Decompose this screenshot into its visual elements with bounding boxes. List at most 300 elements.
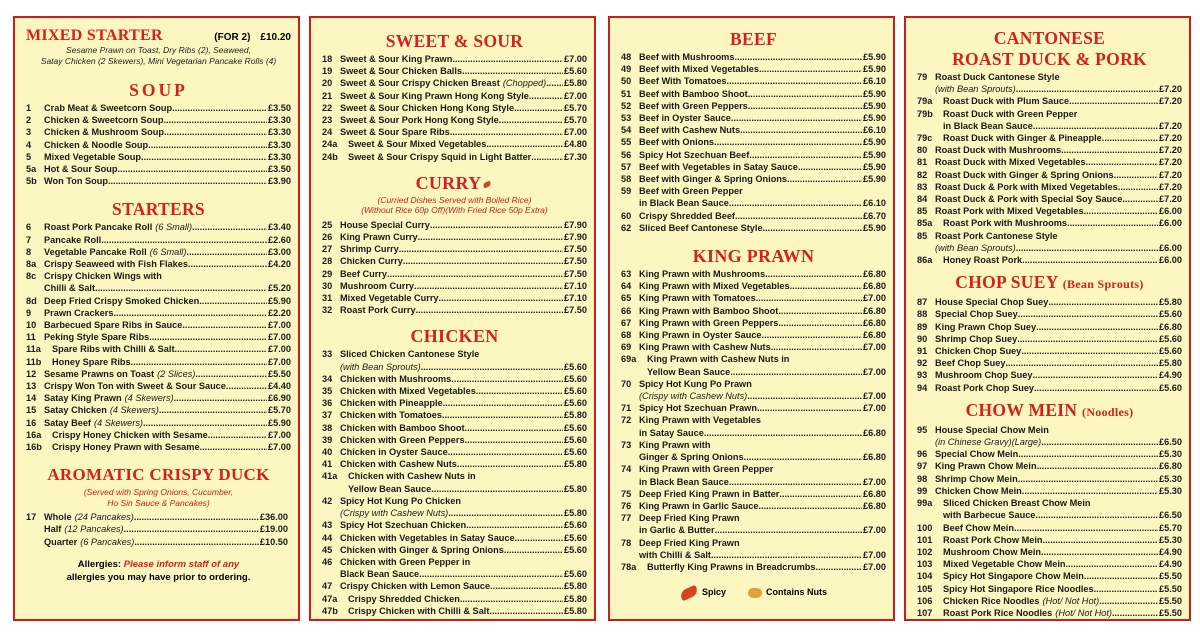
item-number: 25 <box>322 219 333 230</box>
menu-item <box>917 485 1182 497</box>
leader-dots <box>399 243 563 255</box>
item-price: £5.60 <box>564 398 587 409</box>
item-name: Beef with Mixed Vegetables <box>639 64 759 75</box>
leader-dots <box>101 234 267 246</box>
item-name: Spicy Hot Kung Po Chicken <box>340 495 461 506</box>
leader-dots <box>756 292 862 304</box>
menu-item <box>621 561 886 573</box>
item-number: 43 <box>322 520 333 531</box>
leader-dots <box>1069 95 1158 107</box>
item-number: 36 <box>322 398 333 409</box>
cantonese-list <box>917 71 1182 266</box>
item-name: Spicy Hot Szechuan Prawn <box>639 403 757 414</box>
item-number: 60 <box>621 210 632 221</box>
item-price: £5.60 <box>564 544 587 555</box>
item-number: 52 <box>621 100 632 111</box>
leader-dots <box>546 77 563 89</box>
menu-item <box>26 175 291 187</box>
item-number: 82 <box>917 169 928 180</box>
item-name: Sweet & Sour Chicken Hong Kong Style <box>340 102 515 113</box>
leader-dots <box>762 329 862 341</box>
item-number: 92 <box>917 358 928 369</box>
leader-dots <box>727 75 862 87</box>
menu-item <box>621 185 886 197</box>
item-number: 101 <box>917 534 933 545</box>
item-price: £7.00 <box>863 293 886 304</box>
menu-item <box>917 619 1182 621</box>
menu-item <box>322 458 587 470</box>
mixed-starter-price: £10.20 <box>260 32 291 43</box>
item-price: £3.40 <box>268 222 291 233</box>
item-number: 50 <box>621 76 632 87</box>
item-number <box>26 282 44 294</box>
item-name: Satay Beef <box>44 417 91 428</box>
leader-dots <box>531 151 563 163</box>
item-number: 66 <box>621 305 632 316</box>
menu-item <box>621 390 886 402</box>
menu-item <box>322 348 587 360</box>
leader-dots <box>758 500 862 512</box>
item-price: £6.10 <box>863 125 886 136</box>
item-price: £5.30 <box>1159 449 1182 460</box>
item-name: Beef with Ginger & Spring Onions <box>639 174 788 185</box>
item-name: Roast Duck with Plum Sauce <box>943 96 1070 107</box>
item-number <box>917 83 935 95</box>
legend-spicy-label: Spicy <box>701 587 726 598</box>
chop-suey-title: CHOP SUEY <box>955 272 1058 293</box>
menu-item <box>917 333 1182 345</box>
item-price: £3.50 <box>268 103 291 113</box>
menu-item <box>322 397 587 409</box>
leader-dots <box>1099 595 1158 607</box>
leader-dots <box>735 210 862 222</box>
leader-dots <box>442 409 563 421</box>
menu-item <box>621 149 886 161</box>
item-size: (Hot/ Not Hot) <box>1042 595 1100 606</box>
item-price: £7.00 <box>863 391 886 402</box>
item-price: £4.20 <box>268 259 291 270</box>
sweet-sour-list <box>322 53 587 163</box>
item-name: Special Chow Mein <box>935 449 1019 460</box>
menu-item <box>322 268 587 280</box>
item-price: £6.00 <box>1159 206 1182 217</box>
item-number: 13 <box>26 381 37 392</box>
item-number: 34 <box>322 373 333 384</box>
item-price: £5.60 <box>564 373 587 384</box>
item-name: Deep Fried King Prawn <box>639 537 740 548</box>
item-name: Sweet & Sour Chicken Balls <box>340 66 463 77</box>
item-price: £6.80 <box>863 427 886 438</box>
item-price: £5.90 <box>863 149 886 160</box>
leader-dots <box>462 65 563 77</box>
menu-item <box>26 523 288 535</box>
item-name: Chicken Rice Noodles <box>943 595 1040 606</box>
menu-item <box>917 595 1182 607</box>
item-number: 63 <box>621 269 632 280</box>
item-price: £3.30 <box>268 139 291 150</box>
menu-item <box>322 373 587 385</box>
item-price: £5.90 <box>863 113 886 124</box>
item-name: Honey Spare Ribs <box>52 356 131 367</box>
item-name: Special Chop Suey <box>935 309 1018 320</box>
item-name: Crab Meat & Sweetcorn Soup <box>44 103 173 113</box>
item-name: Chilli & Salt <box>44 283 96 294</box>
leader-dots <box>757 402 862 414</box>
leader-dots <box>1066 558 1158 570</box>
menu-item <box>917 583 1182 595</box>
leader-dots <box>431 483 563 495</box>
menu-item <box>917 522 1182 534</box>
item-number: 19 <box>322 66 333 77</box>
menu-item <box>917 308 1182 320</box>
leader-dots <box>1017 333 1158 345</box>
item-name: King Prawn in Garlic Sauce <box>639 500 759 511</box>
leader-dots <box>465 434 563 446</box>
menu-item <box>26 102 291 114</box>
item-number: 86a <box>917 255 933 266</box>
item-price: £5.60 <box>564 532 587 543</box>
curry-title-wrap <box>322 173 587 193</box>
item-number: 24b <box>322 151 338 162</box>
menu-item <box>26 417 291 429</box>
item-number: 9 <box>26 307 32 318</box>
menu-panel-2 <box>309 16 596 621</box>
chop-suey-sub: (Bean Sprouts) <box>1062 277 1144 292</box>
item-name: King Prawn with <box>639 439 711 450</box>
mixed-starter-for: (FOR 2) <box>214 32 251 43</box>
leader-dots <box>131 356 267 368</box>
item-number: 98 <box>917 473 928 484</box>
item-price: £7.20 <box>1159 120 1182 131</box>
menu-item <box>917 473 1182 485</box>
item-name: Spicy Hot Singapore Rice Noodles <box>943 583 1094 594</box>
item-number <box>322 617 348 621</box>
menu-item <box>26 429 291 441</box>
item-price: £6.00 <box>1159 255 1182 266</box>
menu-item <box>26 380 291 392</box>
duck-note-2: Ho Sin Sauce & Pancakes) <box>107 497 210 508</box>
item-number <box>621 197 639 209</box>
chicken-list <box>322 348 587 621</box>
item-number: 10 <box>26 320 37 331</box>
menu-item <box>26 368 291 380</box>
item-name: Spicy Hot Szechuan Chicken <box>340 520 467 531</box>
item-name: Sliced Chicken Breast Chow Mein <box>943 498 1091 509</box>
item-number: 30 <box>322 280 333 291</box>
item-price: £5.80 <box>564 78 587 89</box>
item-number <box>917 619 943 621</box>
beef-list <box>621 51 886 234</box>
item-number: 79c <box>917 133 933 144</box>
item-name: Chicken with Tomatoes <box>340 410 442 421</box>
item-name: King Prawn with Mushrooms <box>639 269 766 280</box>
item-number: 72 <box>621 415 632 426</box>
item-number: 45 <box>322 544 333 555</box>
item-number: 44 <box>322 532 333 543</box>
item-price: £5.60 <box>1159 382 1182 393</box>
item-price: £7.20 <box>1159 133 1182 144</box>
leader-dots <box>504 544 563 556</box>
item-price: £5.80 <box>564 483 587 494</box>
menu-item <box>621 524 886 536</box>
item-number: 100 <box>917 522 933 533</box>
item-size: (4 Skewers) <box>109 405 159 416</box>
menu-item <box>322 231 587 243</box>
leader-dots <box>192 221 267 233</box>
menu-item <box>917 424 1182 436</box>
item-name: Beef with Cashew Nuts <box>639 125 741 136</box>
item-name: Beef with Mushrooms <box>639 52 735 62</box>
menu-item <box>322 422 587 434</box>
item-name: King Prawn with Bamboo Shoot <box>639 305 779 316</box>
item-name: Ginger & Spring Onions <box>639 452 744 463</box>
item-name: Won Ton Soup <box>44 176 108 187</box>
item-name: Chicken & Sweetcorn Soup <box>44 115 164 126</box>
menu-item <box>26 319 291 331</box>
item-name: in Black Bean Sauce <box>639 198 729 209</box>
item-number: 69a <box>621 354 637 365</box>
chow-mein-title: CHOW MEIN <box>965 399 1078 420</box>
menu-item <box>621 292 886 304</box>
item-number: 47a <box>322 593 338 604</box>
menu-item <box>26 392 291 404</box>
item-number: 29 <box>322 268 333 279</box>
leader-dots <box>1041 546 1158 558</box>
duck-note-1: (Served with Spring Onions, Cucumber, <box>83 487 234 498</box>
item-name: Beef Chow Mein <box>943 522 1014 533</box>
item-number <box>917 242 935 254</box>
leader-dots <box>1018 473 1158 485</box>
item-number: 41 <box>322 459 333 470</box>
item-price: £5.80 <box>564 605 587 616</box>
menu-item <box>322 53 587 65</box>
item-name: Roast Pork with Mushrooms <box>943 218 1068 229</box>
menu-item <box>621 268 886 280</box>
leader-dots <box>108 175 267 187</box>
item-price: £6.80 <box>863 500 886 511</box>
menu-item <box>26 258 291 270</box>
item-price: £36.00 <box>259 512 288 523</box>
menu-item <box>26 126 291 138</box>
item-number: 77 <box>621 513 632 524</box>
item-number: 76 <box>621 500 632 511</box>
item-price: £7.50 <box>564 305 587 316</box>
mixed-starter-title: MIXED STARTER <box>26 27 163 44</box>
item-price: £5.70 <box>564 102 587 113</box>
menu-item <box>26 404 291 416</box>
item-name: King Prawn with Green Peppers <box>639 317 779 328</box>
leader-dots <box>403 255 563 267</box>
item-name: Chicken Chow Mein <box>935 485 1022 496</box>
leader-dots <box>1102 132 1158 144</box>
mixed-starter-desc-1: Sesame Prawn on Toast, Dry Ribs (2), Seaweed, <box>66 45 251 55</box>
leader-dots <box>457 458 563 470</box>
item-number: 8c <box>26 271 37 282</box>
item-number <box>322 483 348 495</box>
item-number: 41a <box>322 471 338 482</box>
item-size: (4 Skewers) <box>93 417 143 428</box>
item-name: Sweet & Sour Mixed Vegetables <box>348 139 487 150</box>
menu-item <box>322 495 587 507</box>
king-prawn-list <box>621 268 886 573</box>
item-price: £5.60 <box>564 520 587 531</box>
item-name: Yellow Bean Sauce <box>348 483 432 494</box>
item-name: Beef with Green Peppers <box>639 100 748 111</box>
item-price: £4.80 <box>564 139 587 150</box>
item-name: Sweet & Sour Crispy Chicken Breast <box>340 78 500 89</box>
menu-item <box>322 102 587 114</box>
item-price: £5.80 <box>1159 297 1182 308</box>
item-price: £7.00 <box>268 320 291 331</box>
menu-item <box>917 217 1182 229</box>
legend-nuts <box>748 587 827 598</box>
leader-dots <box>450 126 563 138</box>
item-price: £7.00 <box>863 549 886 560</box>
item-name: Quarter <box>44 536 78 547</box>
leader-dots <box>790 280 862 292</box>
item-price: £5.50 <box>1159 595 1182 606</box>
menu-item <box>917 546 1182 558</box>
item-number: 5b <box>26 176 37 187</box>
menu-item <box>917 382 1182 394</box>
item-name: Vegetable Pancake Roll <box>44 246 147 257</box>
item-name: Roast Pork Chop Suey <box>935 382 1035 393</box>
item-price: £7.90 <box>564 232 587 243</box>
item-number: 49 <box>621 64 632 75</box>
menu-item <box>621 353 886 365</box>
item-name: Chicken with Cashew Nuts <box>340 459 457 470</box>
item-number: 55 <box>621 137 632 148</box>
item-price: £6.50 <box>1159 437 1182 448</box>
item-price: £7.20 <box>1159 194 1182 205</box>
item-number: 87 <box>917 297 928 308</box>
leader-dots <box>486 138 563 150</box>
leader-dots <box>515 532 563 544</box>
duck-list <box>26 511 291 548</box>
item-price: £6.80 <box>863 305 886 316</box>
item-price: £5.50 <box>1159 583 1182 594</box>
item-number: 12 <box>26 368 37 379</box>
menu-item <box>26 441 291 453</box>
item-number: 91 <box>917 346 928 357</box>
menu-item <box>917 242 1182 254</box>
item-name <box>943 619 1075 621</box>
item-number: 27 <box>322 244 333 255</box>
item-number: 97 <box>917 461 928 472</box>
menu-item <box>621 549 886 561</box>
item-number: 37 <box>322 410 333 421</box>
leader-dots <box>1034 382 1158 394</box>
menu-item <box>621 366 886 378</box>
item-number: 57 <box>621 161 632 172</box>
item-name: Chicken & Mushroom Soup <box>44 127 164 138</box>
menu-item <box>621 341 886 353</box>
item-name <box>348 617 453 621</box>
menu-item <box>26 221 291 233</box>
menu-item <box>26 270 291 282</box>
item-name: Sliced Beef Cantonese Style <box>639 222 763 233</box>
item-number: 103 <box>917 559 933 570</box>
item-price: £7.00 <box>268 429 291 440</box>
menu-item <box>917 509 1182 521</box>
item-name: King Prawn with Green Pepper <box>639 464 774 475</box>
menu-item <box>26 343 291 355</box>
item-name: Honey Roast Pork <box>943 255 1023 266</box>
item-price: £5.70 <box>564 115 587 126</box>
leader-dots <box>778 305 862 317</box>
leader-dots <box>1018 448 1158 460</box>
item-price: £5.90 <box>268 295 291 306</box>
leader-dots <box>748 100 862 112</box>
menu-item <box>917 460 1182 472</box>
item-price: £6.10 <box>863 76 886 87</box>
item-number: 73 <box>621 439 632 450</box>
menu-panel-3 <box>608 16 895 621</box>
item-name: Sweet & Sour Spare Ribs <box>340 127 450 138</box>
item-price: £2.60 <box>268 234 291 245</box>
leader-dots <box>421 361 563 373</box>
item-price: £7.00 <box>863 366 886 377</box>
leader-dots <box>514 102 563 114</box>
item-number <box>621 476 639 488</box>
leader-dots <box>778 317 862 329</box>
item-name: Prawn Crackers <box>44 307 114 318</box>
menu-item <box>917 132 1182 144</box>
item-number <box>621 366 647 378</box>
item-name: Roast Duck with Mushrooms <box>935 145 1062 156</box>
leader-dots <box>443 397 563 409</box>
item-name: Hot & Sour Soup <box>44 164 118 175</box>
item-price: £5.90 <box>268 417 291 428</box>
item-price: £6.80 <box>863 452 886 463</box>
item-number: 11 <box>26 332 36 343</box>
menu-item <box>621 112 886 124</box>
item-name: King Prawn Chop Suey <box>935 321 1037 332</box>
item-number: 2 <box>26 115 32 126</box>
menu-item <box>917 534 1182 546</box>
item-name: Chicken with Green Pepper in <box>340 556 471 567</box>
leader-dots <box>779 488 862 500</box>
item-number: 15 <box>26 405 37 416</box>
item-name: Roast Pork Pancake Roll <box>44 222 153 233</box>
leader-dots <box>1037 460 1158 472</box>
item-number: 90 <box>917 333 928 344</box>
item-number: 18 <box>322 54 333 64</box>
leader-dots <box>740 124 862 136</box>
item-number: 56 <box>621 149 632 160</box>
item-number: 6 <box>26 222 32 233</box>
leader-dots <box>143 417 267 429</box>
chili-icon <box>483 181 492 189</box>
item-price: £5.60 <box>564 386 587 397</box>
item-size: (4 Skewers) <box>124 393 174 404</box>
menu-item <box>322 446 587 458</box>
leader-dots <box>734 51 862 63</box>
item-price: £7.00 <box>863 525 886 536</box>
leader-dots <box>172 102 267 114</box>
menu-item <box>621 63 886 75</box>
item-name: Crispy Honey Chicken with Sesame <box>52 429 208 440</box>
item-number: 16 <box>26 417 37 428</box>
cantonese-title: CANTONESE <box>993 28 1106 48</box>
item-number: 46 <box>322 556 333 567</box>
item-price: £7.00 <box>268 344 291 355</box>
menu-item <box>26 282 291 294</box>
item-price: £5.70 <box>1159 522 1182 533</box>
item-number <box>621 427 639 439</box>
item-number: 106 <box>917 595 933 606</box>
leader-dots <box>1122 193 1158 205</box>
